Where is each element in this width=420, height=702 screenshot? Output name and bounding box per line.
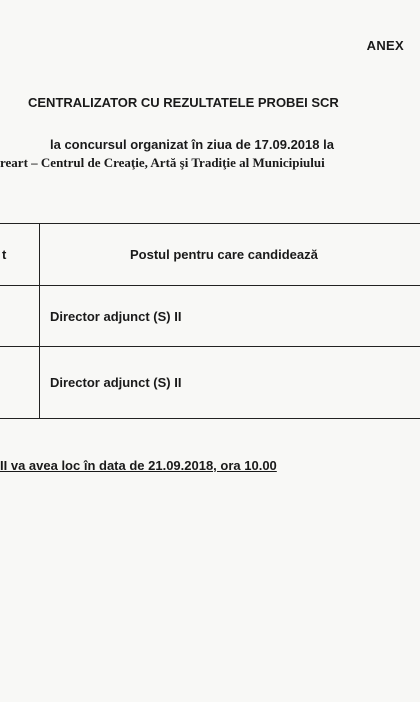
- table-row: [0, 286, 420, 347]
- results-table: [0, 223, 420, 419]
- institution-name: reart – Centrul de Creaţie, Artă şi Tradiţie al Municipiului: [0, 155, 325, 170]
- table-cell-post: Director adjunct (S) II: [50, 375, 182, 390]
- column-divider: [39, 224, 40, 285]
- annex-label: ANEX: [366, 38, 404, 53]
- table-header-row: [0, 224, 420, 286]
- column-divider: [39, 286, 40, 346]
- column-divider: [39, 347, 40, 418]
- table-header-post: Postul pentru care candidează: [130, 247, 318, 262]
- table-cell-post: Director adjunct (S) II: [50, 308, 182, 324]
- table-row: [0, 347, 420, 418]
- table-header-left: t: [2, 247, 7, 262]
- document-subtitle: la concursul organizat în ziua de 17.09.2018 la: [50, 137, 334, 152]
- footer-note: II va avea loc în data de 21.09.2018, ora 10.00: [0, 458, 277, 473]
- document-title: CENTRALIZATOR CU REZULTATELE PROBEI SCR: [28, 95, 339, 110]
